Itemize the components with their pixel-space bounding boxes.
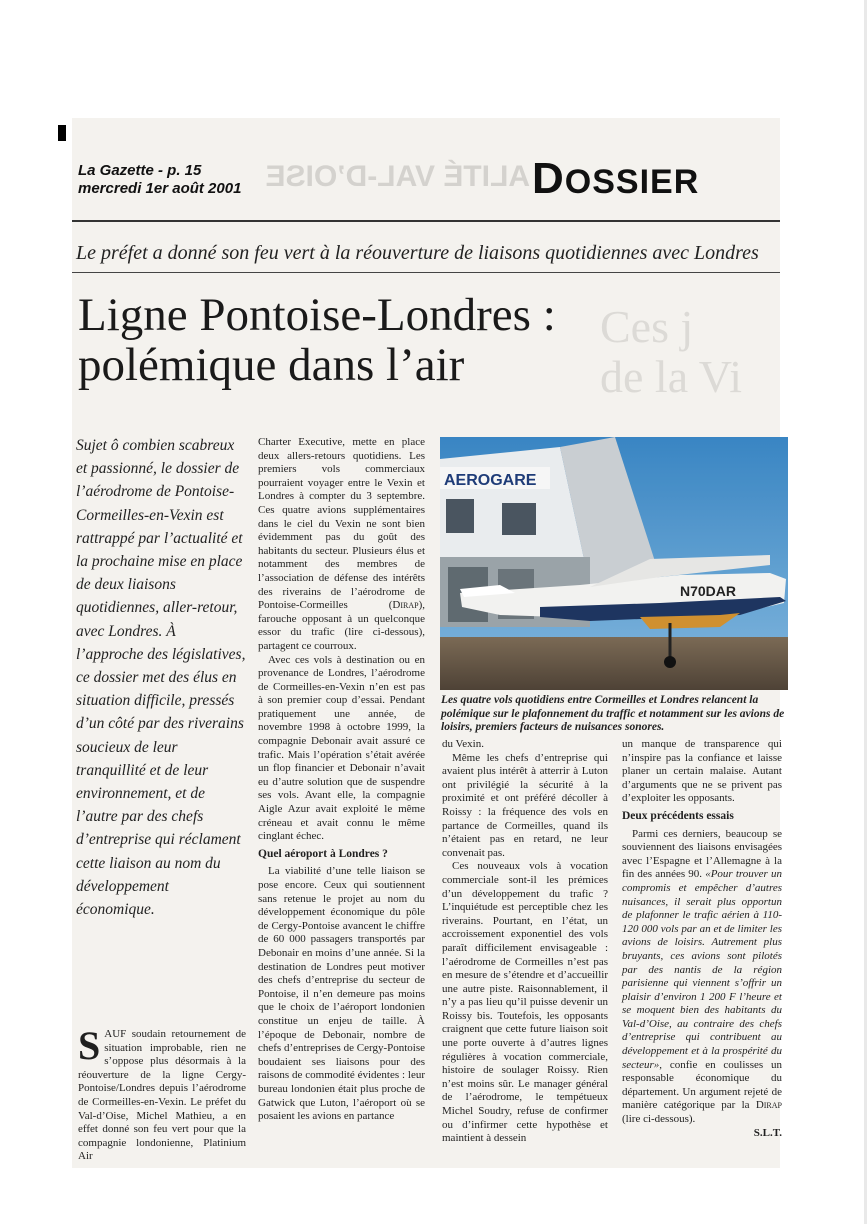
intro-text: Sujet ô combien scabreux et passionné, le dossier de l’aérodrome de Pontoise-Cormeilles-en-Vexin est rattrappé par l’actualité et la prochaine mise en place de deux liaisons quotidiennes, aller-retour, avec Londres. À l’approche des législatives, ce dossier met des élus en situation difficile, pressés d’un côté par des riverains soucieux de leur tranquillité et de leur environnement, et de l’autre par des chefs d’entreprise qui réclament cette liaison au nom du développement économique. — [76, 437, 246, 919]
scan-mark — [58, 125, 66, 141]
headline-line-2: polémique dans l’air — [78, 339, 465, 391]
headline — [78, 290, 556, 390]
column-4 — [622, 738, 782, 1140]
intro-chapo — [76, 434, 246, 921]
column-3 — [442, 738, 608, 1146]
subheading: Quel aéroport à Londres ? — [258, 847, 388, 860]
author-signature: S.L.T. — [753, 1126, 782, 1139]
paragraph: Charter Executive, mette en place deux allers-retours quotidiens. Les premiers vols commerciaux pourraient voyager entre le Vexin et Londres à compter du 3 septembre. Ces quatre avions supplémentaires dans le ciel du Vexin ne sont bien évidemment pas du goût des habitants du secteur. Plusieurs élus et notamment des membres de l’association de défense des intérêts des riverains de l’aérodrome de Pontoise-Cormeilles (Dirap), farouche opposant à un quelconque essor du trafic (lire ci-dessous), partagent ce courroux. — [258, 436, 425, 652]
paragraph: Parmi ces derniers, beaucoup se souviennent des liaisons envisagées avec l’Espagne et l’Allemagne à la fin des années 90. «Pour trouver un compromis et empêcher d’autres nuisances, il serait plus opportun de plafonner le trafic aérien à 110-120 000 vols par an et de limiter les avions de loisirs. Autrement plus bruyants, ces avions sont pilotés par des nantis de la région parisienne qui viennent s’offrir un plaisir d’environ 1 200 F l’heure et se moquent bien des habitants du Val-d’Oise, au contraire des chefs d’entreprise qui contribuent au développement et à la prospérité du secteur», confie en coulisses un responsable économique du département. Un argument rejeté de manière catégorique par la Dirap (lire ci-dessous). — [622, 827, 782, 1126]
subheading: Deux précédents essais — [622, 809, 734, 822]
paragraph: du Vexin. — [442, 738, 484, 750]
masthead — [78, 162, 241, 198]
paragraph: Avec ces vols à destination ou en provenance de Londres, l’aérodrome de Cormeilles-en-Vexin n’en est pas à son premier coup d’essai. Pendant pratiquement une année, de novembre 1998 à octobre 1999, la compagnie Debonair avait assuré ce trafic. Mais l’opération s’était avérée un flop financier et Debonair n’avait eu d’autre solution que de suspendre ses vols. Avant elle, la compagnie Aigle Azur avait exploité le même créneau et avait connu le même cinglant échec. — [258, 653, 425, 843]
header-rule — [72, 220, 780, 222]
paragraph: un manque de transparence qui n’inspire pas la confiance et laisse planer un certain malaise. Autant d’arguments que ne se privent pas d’exploiter les opposants. — [622, 738, 782, 805]
paragraph: La viabilité d’une telle liaison se pose encore. Ceux qui soutiennent sans retenue le projet au nom du développement économique du pôle de Cergy-Pontoise avancent le chiffre de 60 000 passagers transportés par Debonair en moins d’une année. Si la destination de Londres peut motiver des chefs d’entreprise du secteur de Pontoise, il n’en demeure pas moins que le choix de l’aéroport londonien constitue un enjeu de taille. À l’époque de Debonair, nombre de chefs d’entreprises de Cergy-Pontoise boudaient ses liaisons pour des raisons de commodité évidentes : leur bureau londonien était plus proche de Gatwick que Luton, l’aéroport où se posaient les avions en partance — [258, 865, 425, 1123]
column-1 — [78, 1023, 246, 1164]
lead-paragraph: SAUF soudain retournement de situation improbable, rien ne s’oppose plus désormais à la réouverture de la ligne Cergy-Pontoise/Londres depuis l’aérodrome de Cormeilles-en-Vexin. Le préfet du Val-d’Oise, Michel Mathieu, a en effet donné son feu vert pour que la compagnie londonienne, Platinium Air — [78, 1023, 246, 1163]
kicker: Le préfet a donné son feu vert à la réouverture de liaisons quotidiennes avec Londres — [76, 242, 759, 264]
show-through-text: ALITÉ VAL-D’OISE — [265, 160, 530, 193]
column-2 — [258, 436, 425, 1124]
show-through-headline: Ces j de la Vi — [600, 301, 743, 402]
aerodrome-photo — [440, 437, 788, 690]
headline-line-1: Ligne Pontoise-Londres : — [78, 289, 556, 341]
issue-date: mercredi 1er août 2001 — [78, 180, 242, 197]
paragraph: Ces nouveaux vols à vocation commerciale sont-il les prémices d’un développement du trafic ? L’inquiétude est perceptible chez les riverains. Pourtant, en l’état, un accroissement exponentiel des vols paraît difficilement envisageable : l’aérodrome de Cormeilles n’est pas en mesure de s’étendre et d’accueillir une autre piste. Raisonnablement, il n’y a pas lieu qu’il puisse devenir un Roissy bis. Toutefois, les opposants craignent que cette future liaison soit une porte ouverte à d’autres lignes régulières à vocation commerciale, histoire de soulager Roissy. Rien n’est moins sûr. Le manager général de l’aérodrome, le tempétueux Michel Soudry, refuse de confirmer ou d’infirmer cette hypothèse et maintient à dessein — [442, 860, 608, 1145]
section-title: DOSSIER — [532, 154, 700, 203]
paper-page-label: La Gazette - p. 15 — [78, 162, 202, 179]
building-sign: AEROGARE — [444, 472, 537, 489]
dropcap: S — [78, 1023, 101, 1068]
kicker-rule — [72, 272, 780, 273]
aircraft-registration: N70DAR — [680, 583, 737, 599]
photo-caption: Les quatre vols quotidiens entre Cormeilles et Londres relancent la polémique sur le plafonnement du traffic et notamment sur les avions de loisirs, premiers facteurs de nuisances sonores. — [441, 694, 785, 733]
paragraph: Même les chefs d’entreprise qui avaient plus intérêt à atterrir à Luton ont privilégié la sécurité à la proximité et ont préféré décoller à Roissy : la fréquence des vols en partance de Cormeilles, quand ils n’étaient pas en retard, ne leur convenait pas. — [442, 751, 608, 859]
